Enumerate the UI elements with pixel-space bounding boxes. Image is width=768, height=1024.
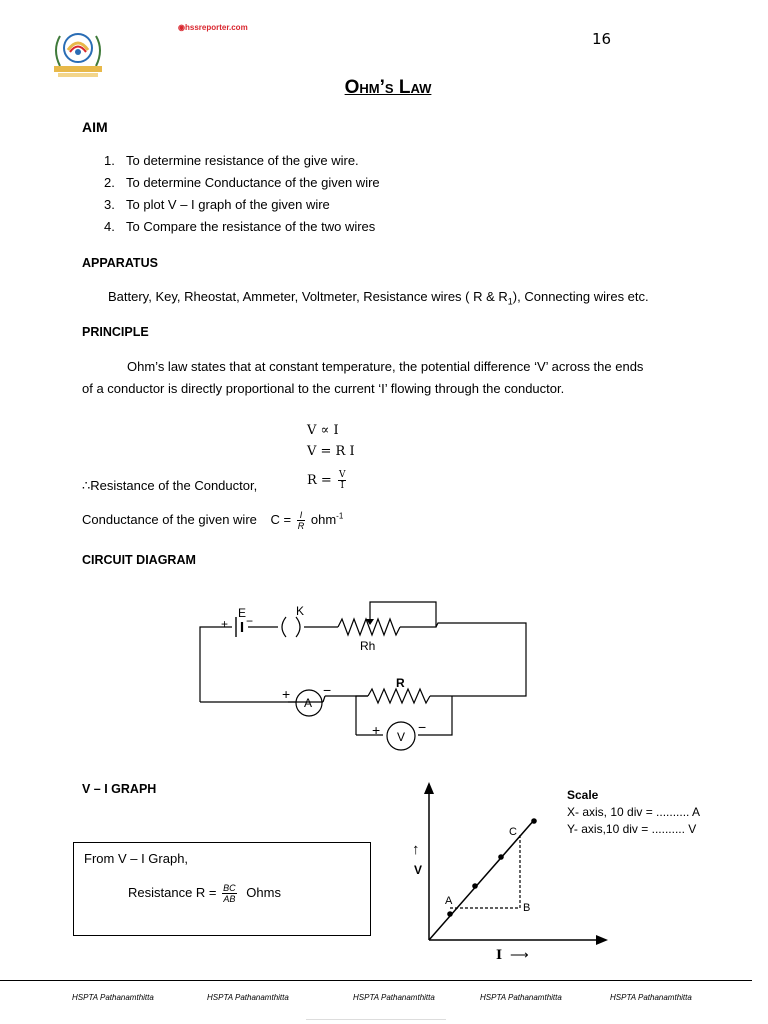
apparatus-text: Battery, Key, Rheostat, Ammeter, Voltmeter, Resistance wires ( R & $R_1$), Connecting wires etc. [108, 289, 649, 307]
aim-heading: AIM [82, 119, 108, 135]
site-icon: ◉ [178, 23, 185, 32]
ammeter-minus: − [323, 682, 332, 698]
battery-plus: + [221, 617, 229, 631]
scale-y: Y- axis,10 div = .......... V [567, 822, 697, 836]
footer-divider [0, 980, 752, 981]
principle-line-2: of a conductor is directly proportional to the current ‘I’ flowing through the conductor. [82, 381, 565, 396]
footer-text: HSPTA Pathanamthitta [72, 993, 154, 1002]
x-axis-arrow: ⟶ [510, 947, 529, 962]
page-number: 16 [592, 30, 612, 48]
voltmeter-plus: + [372, 722, 381, 738]
box-line-1: From V – I Graph, [84, 851, 189, 866]
scale-legend [567, 787, 700, 838]
site-watermark[interactable]: ◉hssreporter.com [178, 23, 248, 32]
voltmeter-label: V [397, 730, 406, 744]
principle-line-1: Ohm’s law states that at constant temperature, the potential difference ‘V’ across the ends [127, 359, 644, 374]
key-label: K [296, 604, 305, 618]
scale-x: X- axis, 10 div = .......... A [567, 805, 701, 819]
resistance-label: ∴Resistance of the Conductor, [82, 478, 258, 493]
box-resistance-formula: Resistance R = $\frac{BC}{AB}$ Ohms [128, 883, 281, 904]
ammeter-label: A [304, 696, 313, 710]
footer-text: HSPTA Pathanamthitta [207, 993, 289, 1002]
circuit-heading: CIRCUIT DIAGRAM [82, 553, 196, 567]
equation-ohms-law: V = R I [307, 444, 355, 459]
voltmeter-minus: − [418, 719, 427, 735]
battery-label: E [238, 606, 247, 620]
apparatus-heading: APPARATUS [82, 256, 158, 270]
ammeter-plus: + [282, 686, 291, 702]
resistance-result-box [73, 842, 371, 936]
page-title: Ohm’s Law [344, 77, 432, 98]
scale-heading: Scale [567, 788, 599, 802]
principle-heading: PRINCIPLE [82, 325, 149, 339]
circuit-diagram [190, 595, 535, 755]
therefore-symbol: ∴ [82, 478, 91, 493]
footer-text: HSPTA Pathanamthitta [480, 993, 562, 1002]
battery-minus: − [246, 614, 254, 628]
equation-proportional: V ∝ I [307, 423, 339, 438]
aim-list [104, 152, 380, 240]
conductance-formula: Conductance of the given wire C = $\frac{I}{R}$ ohm$^{-1}$ [82, 510, 344, 531]
y-axis-arrow: ↑ [412, 841, 420, 858]
list-item: 2. To determine Conductance of the given wire [104, 175, 380, 190]
resistor-label: R [396, 676, 405, 690]
point-c-label: C [509, 826, 517, 838]
x-axis-label: I [496, 948, 503, 963]
footer-text: HSPTA Pathanamthitta [353, 993, 435, 1002]
rheostat-label: Rh [360, 639, 376, 653]
footer-text: HSPTA Pathanamthitta [610, 993, 692, 1002]
logo-emblem [48, 28, 108, 80]
y-axis-label: V [414, 863, 423, 877]
point-a-label: A [445, 895, 453, 907]
footer-subtle-divider [306, 1019, 446, 1020]
list-item: 4. To Compare the resistance of the two wires [104, 219, 376, 234]
list-item: 3. To plot V – I graph of the given wire [104, 197, 330, 212]
graph-heading: V – I GRAPH [82, 782, 157, 796]
resistance-formula: R = $\frac{V}{I}$ [307, 470, 346, 491]
point-b-label: B [523, 902, 531, 914]
list-item: 1. To determine resistance of the give wire. [104, 153, 359, 168]
